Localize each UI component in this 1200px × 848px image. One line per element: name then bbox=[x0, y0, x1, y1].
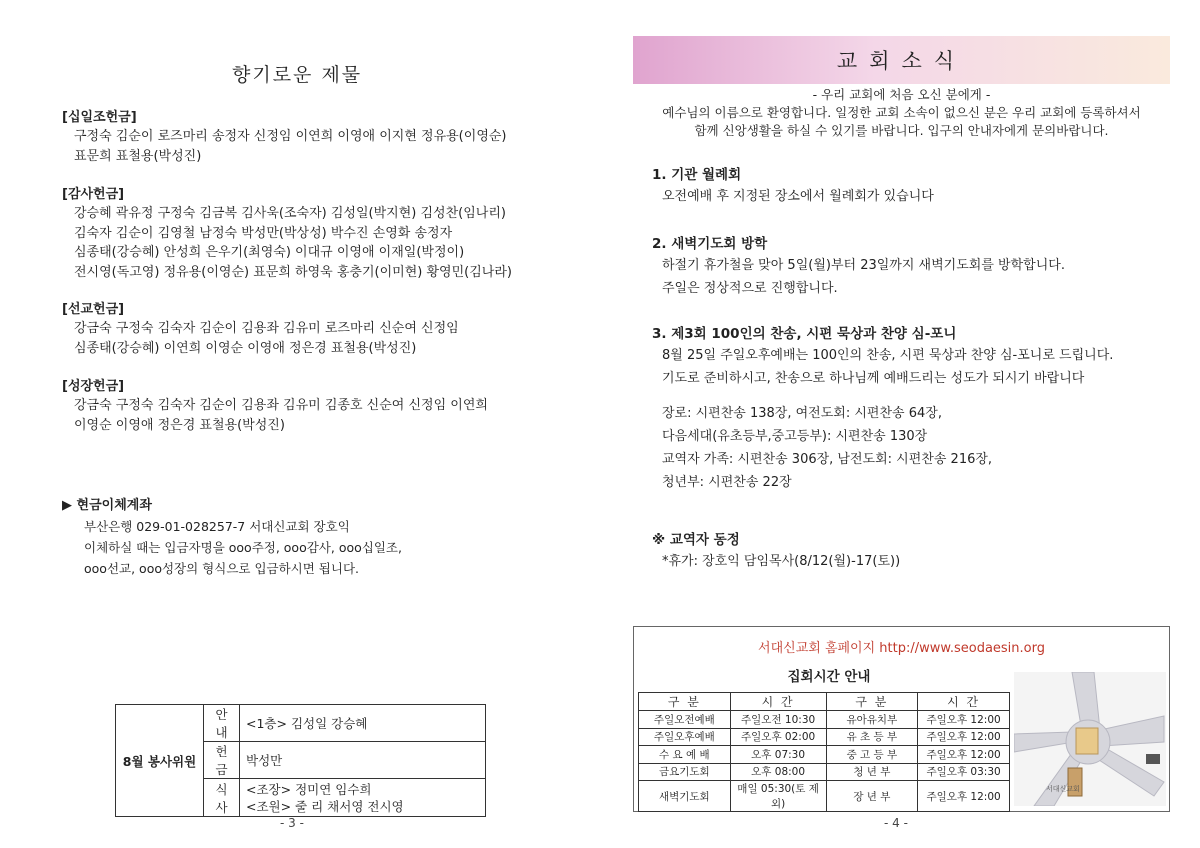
table-cell: 장 년 부 bbox=[826, 781, 918, 812]
table-cell: 주일오후 12:00 bbox=[918, 746, 1010, 764]
table-cell: 금요기도회 bbox=[639, 763, 731, 781]
table-row bbox=[639, 763, 1010, 781]
account-heading: ▶ 현금이체계좌 bbox=[62, 498, 152, 513]
table-cell: 유아유치부 bbox=[826, 711, 918, 729]
table-cell: 오후 08:00 bbox=[730, 763, 826, 781]
section-line: 강승혜 곽유정 구정숙 김금복 김사욱(조숙자) 김성일(박지현) 김성찬(임나리) bbox=[74, 206, 506, 221]
table-header: 구 분 bbox=[826, 693, 918, 711]
table-cell: 주일오후 12:00 bbox=[918, 781, 1010, 812]
welcome-message bbox=[633, 86, 1170, 140]
table-header: 구 분 bbox=[639, 693, 731, 711]
table-cell: 중 고 등 부 bbox=[826, 746, 918, 764]
map-label: 서대신교회 bbox=[1046, 785, 1080, 793]
page-number-left: - 3 - bbox=[280, 816, 304, 830]
value-line: <조원> 줄 리 채서영 전시영 bbox=[246, 798, 404, 814]
table-cell: 주일오전예배 bbox=[639, 711, 731, 729]
news-item-line: 교역자 가족: 시편찬송 306장, 남전도회: 시편찬송 216장, bbox=[662, 452, 993, 467]
value-cell bbox=[240, 779, 486, 817]
section-heading: [십일조헌금] bbox=[62, 110, 137, 125]
value-line: <조장> 정미연 임수희 bbox=[246, 781, 372, 797]
news-item-line: 주일은 정상적으로 진행합니다. bbox=[662, 281, 838, 296]
section-line: 강금숙 구정숙 김숙자 김순이 김용좌 김유미 로즈마리 신순여 신정임 bbox=[74, 321, 459, 336]
table-cell: 주일오후 12:00 bbox=[918, 728, 1010, 746]
news-item-heading: 3. 제3회 100인의 찬송, 시편 묵상과 찬양 심-포니 bbox=[652, 326, 957, 342]
section-line: 심종태(강승혜) 이연희 이영순 이영애 정은경 표철용(박성진) bbox=[74, 340, 417, 356]
news-item bbox=[652, 234, 1065, 300]
role-cell: 안내 bbox=[204, 705, 240, 742]
table-header: 시 간 bbox=[918, 693, 1010, 711]
role-cell: 식사 bbox=[204, 779, 240, 817]
welcome-line: - 우리 교회에 처음 오신 분에게 - bbox=[812, 87, 991, 102]
news-item-line: 장로: 시편찬송 138장, 여전도회: 시편찬송 64장, bbox=[662, 406, 942, 421]
welcome-line: 예수님의 이름으로 환영합니다. 일정한 교회 소속이 없으신 분은 우리 교회에 등록하셔서 bbox=[662, 105, 1141, 120]
section-line: 구정숙 김순이 로즈마리 송정자 신정임 이연희 이영애 이지현 정유용(이영순) bbox=[74, 129, 507, 144]
table-cell: 오후 07:30 bbox=[730, 746, 826, 764]
section-heading: [선교헌금] bbox=[62, 302, 125, 317]
table-cell: 주일오후 02:00 bbox=[730, 728, 826, 746]
volunteers-label: 8월 봉사위원 bbox=[116, 705, 204, 817]
table-cell: 주일오후 12:00 bbox=[918, 711, 1010, 729]
table-header: 시 간 bbox=[730, 693, 826, 711]
section-thanks bbox=[62, 185, 512, 282]
map-graphic bbox=[1014, 672, 1166, 806]
news-item-line: 8월 25일 주일오후예배는 100인의 찬송, 시편 묵상과 찬양 심-포니로 드립니다. bbox=[662, 348, 1114, 363]
table-cell: 청 년 부 bbox=[826, 763, 918, 781]
section-line: 전시영(독고영) 정유용(이영순) 표문희 하영욱 홍충기(이미현) 황영민(김나라) bbox=[74, 264, 512, 280]
section-line: 강금숙 구정숙 김숙자 김순이 김용좌 김유미 김종호 신순여 신정임 이연희 bbox=[74, 398, 488, 413]
welcome-line: 함께 신앙생활을 하실 수 있기를 바랍니다. 입구의 안내자에게 문의바랍니다. bbox=[694, 123, 1109, 138]
section-mission bbox=[62, 300, 459, 358]
news-item-heading: 1. 기관 월례회 bbox=[652, 167, 742, 183]
table-row bbox=[639, 781, 1010, 812]
news-item-heading: 2. 새벽기도회 방학 bbox=[652, 236, 768, 252]
table-row bbox=[639, 728, 1010, 746]
section-line: 심종태(강승혜) 안성희 은우기(최영숙) 이대규 이영애 이재일(박정이) bbox=[74, 245, 465, 260]
news-item-line: 다음세대(유초등부,중고등부): 시편찬송 130장 bbox=[662, 429, 928, 444]
news-item bbox=[652, 165, 934, 208]
meeting-title: 집회시간 안내 bbox=[787, 669, 871, 685]
account-line: 부산은행 029-01-028257-7 서대신교회 장호익 bbox=[84, 519, 350, 534]
location-map bbox=[1014, 672, 1166, 806]
table-cell: 주일오전 10:30 bbox=[730, 711, 826, 729]
news-item-spacer bbox=[652, 390, 1113, 402]
news-banner bbox=[633, 36, 1170, 84]
bank-account-info bbox=[62, 496, 402, 579]
section-tithe bbox=[62, 108, 507, 166]
role-cell: 헌금 bbox=[204, 742, 240, 779]
table-row bbox=[639, 711, 1010, 729]
section-heading: [감사헌금] bbox=[62, 187, 125, 202]
account-line: ooo선교, ooo성장의 형식으로 입금하시면 됩니다. bbox=[84, 561, 360, 576]
meeting-times-table bbox=[638, 692, 1010, 812]
homepage-link[interactable]: 서대신교회 홈페이지 http://www.seodaesin.org bbox=[758, 641, 1045, 656]
section-line: 표문희 표철용(박성진) bbox=[74, 148, 202, 164]
news-title: 교회소식 bbox=[836, 49, 967, 73]
value-cell: 박성만 bbox=[240, 742, 486, 779]
table-cell: 수 요 예 배 bbox=[639, 746, 731, 764]
section-heading: [성장헌금] bbox=[62, 379, 125, 394]
section-line: 이영순 이영애 정은경 표철용(박성진) bbox=[74, 417, 285, 433]
table-cell: 주일오후예배 bbox=[639, 728, 731, 746]
section-growth bbox=[62, 377, 488, 435]
table-row bbox=[639, 746, 1010, 764]
news-item bbox=[652, 530, 900, 573]
news-item-line: 청년부: 시편찬송 22장 bbox=[662, 475, 792, 490]
page-number-right: - 4 - bbox=[884, 816, 908, 830]
section-line: 김숙자 김순이 김영철 남정숙 박성만(박상성) 박수진 손영화 송정자 bbox=[74, 225, 453, 241]
news-item bbox=[652, 324, 1113, 494]
service-volunteers-table bbox=[115, 704, 486, 817]
page-title-offerings: 향기로운 제물 bbox=[232, 64, 363, 86]
news-item-line: *휴가: 장호익 담임목사(8/12(월)-17(토)) bbox=[662, 554, 901, 569]
table-cell: 유 초 등 부 bbox=[826, 728, 918, 746]
table-cell: 새벽기도회 bbox=[639, 781, 731, 812]
table-cell: 주일오후 03:30 bbox=[918, 763, 1010, 781]
account-line: 이체하실 때는 입금자명을 ooo주정, ooo감사, ooo십일조, bbox=[84, 540, 402, 555]
table-cell: 매일 05:30(토 제외) bbox=[730, 781, 826, 812]
news-item-line: 기도로 준비하시고, 찬송으로 하나님께 예배드리는 성도가 되시기 바랍니다 bbox=[662, 371, 1085, 386]
value-cell: <1층> 김성일 강승혜 bbox=[240, 705, 486, 742]
news-item-line: 하절기 휴가철을 맞아 5일(월)부터 23일까지 새벽기도회를 방학합니다. bbox=[662, 258, 1065, 273]
news-item-heading: ※ 교역자 동정 bbox=[652, 532, 740, 548]
news-item-line: 오전예배 후 지정된 장소에서 월례회가 있습니다 bbox=[662, 189, 934, 204]
